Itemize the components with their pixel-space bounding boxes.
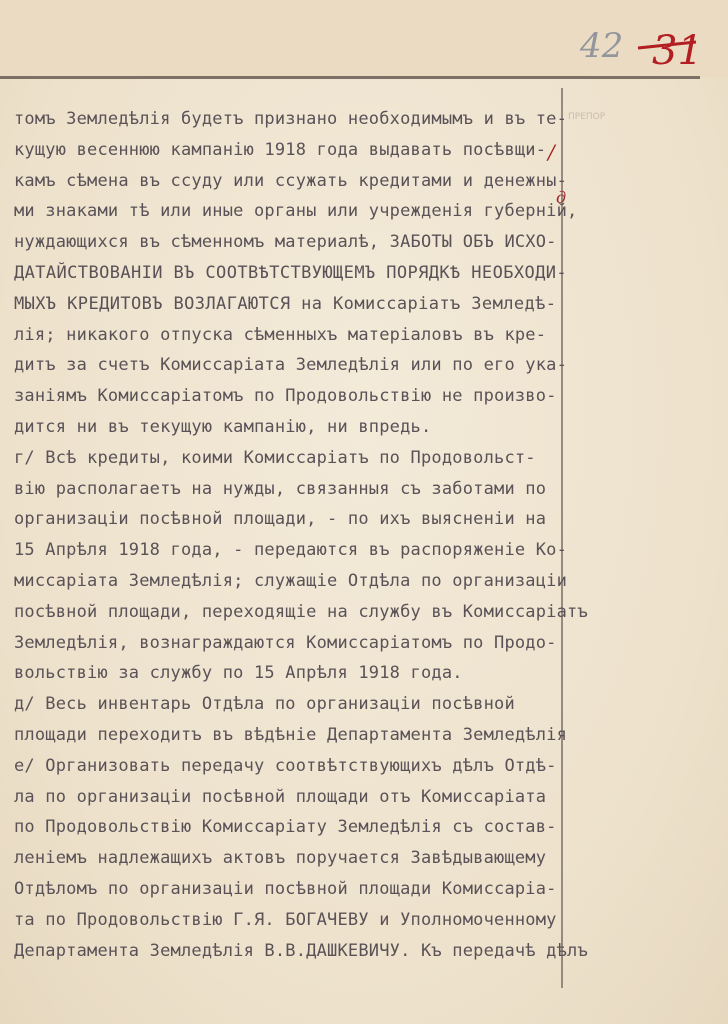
archive-number-new: 31 bbox=[652, 28, 703, 74]
text-line: леніемъ надлежащихъ актовъ поручается Завѣдывающему bbox=[14, 848, 547, 869]
text-line: дитъ за счетъ Комиссаріата Земледѣлія или по его ука- bbox=[14, 355, 568, 376]
archive-page-number bbox=[578, 22, 718, 82]
text-line: томъ Земледѣлія будетъ признано необходимымъ и въ те- bbox=[14, 109, 568, 129]
text-line: та по Продовольствію Г.Я. БОГАЧЕВУ и Уполномоченному bbox=[14, 909, 557, 930]
text-line: вію располагаетъ на нужды, связанныя съ заботами по bbox=[14, 478, 547, 499]
text-line: ДАТАЙСТВОВАНІИ ВЪ СООТВѢТСТВУЮЩЕМЪ ПОРЯДКѢ НЕОБХОДИ- bbox=[14, 262, 568, 283]
text-line: ла по организаціи посѣвной площади отъ Комиссаріата bbox=[14, 786, 547, 807]
text-line: кущую весеннюю кампанію 1918 года выдавать посѣвщи- bbox=[14, 139, 547, 160]
text-line: дится ни въ текущую кампанію, ни впредь. bbox=[14, 416, 432, 437]
text-line: МЫХЪ КРЕДИТОВЪ ВОЗЛАГАЮТСЯ на Комиссаріатъ Земледѣ- bbox=[14, 293, 557, 314]
margin-note: ПРЕПОР bbox=[568, 112, 606, 122]
text-line: лія; никакого отпуска сѣменныхъ матеріаловъ въ кре- bbox=[14, 324, 547, 345]
pen-correction-mark: / bbox=[548, 140, 555, 164]
text-line: посѣвной площади, переходящіе на службу въ Комиссаріатъ bbox=[14, 601, 588, 622]
text-line: организаціи посѣвной площади, - по ихъ выясненіи на bbox=[14, 509, 547, 530]
text-line: Департамента Земледѣлія В.В.ДАШКЕВИЧУ. Къ передачѣ дѣлъ bbox=[14, 940, 588, 961]
text-line: заніямъ Комиссаріатомъ по Продовольствію не произво- bbox=[14, 386, 557, 407]
text-line: ми знаками тѣ или иные органы или учрежденія губерній, bbox=[14, 201, 578, 222]
text-line: вольствію за службу по 15 Апрѣля 1918 года. bbox=[14, 663, 463, 684]
text-line: по Продовольствію Комиссаріату Земледѣлія съ состав- bbox=[14, 817, 557, 838]
text-line: камъ сѣмена въ ссуду или ссужать кредитами и денежны- bbox=[14, 170, 568, 191]
text-line: 15 Апрѣля 1918 года, - передаются въ распоряженіе Ко- bbox=[14, 540, 568, 561]
archive-number-old: 42 bbox=[580, 26, 624, 66]
pen-correction-letter: д bbox=[556, 188, 567, 207]
text-line: г/ Всѣ кредиты, коими Комиссаріатъ по Продовольст- bbox=[14, 447, 536, 468]
text-line: Отдѣломъ по организаціи посѣвной площади Комиссаріа- bbox=[14, 878, 557, 899]
text-line: Земледѣлія, вознаграждаются Комиссаріатомъ по Продо- bbox=[14, 632, 557, 653]
text-line: миссаріата Земледѣлія; служащіе Отдѣла по организаціи bbox=[14, 570, 568, 591]
text-line: нуждающихся въ сѣменномъ материалѣ, ЗАБОТЫ ОБЪ ИСХО- bbox=[14, 232, 557, 253]
text-line: д/ Весь инвентарь Отдѣла по организаціи посѣвной bbox=[14, 694, 515, 715]
text-line: площади переходитъ въ вѣдѣніе Департамента Земледѣлія bbox=[14, 724, 568, 745]
text-line: е/ Организовать передачу соотвѣтствующихъ дѣлъ Отдѣ- bbox=[14, 755, 557, 776]
